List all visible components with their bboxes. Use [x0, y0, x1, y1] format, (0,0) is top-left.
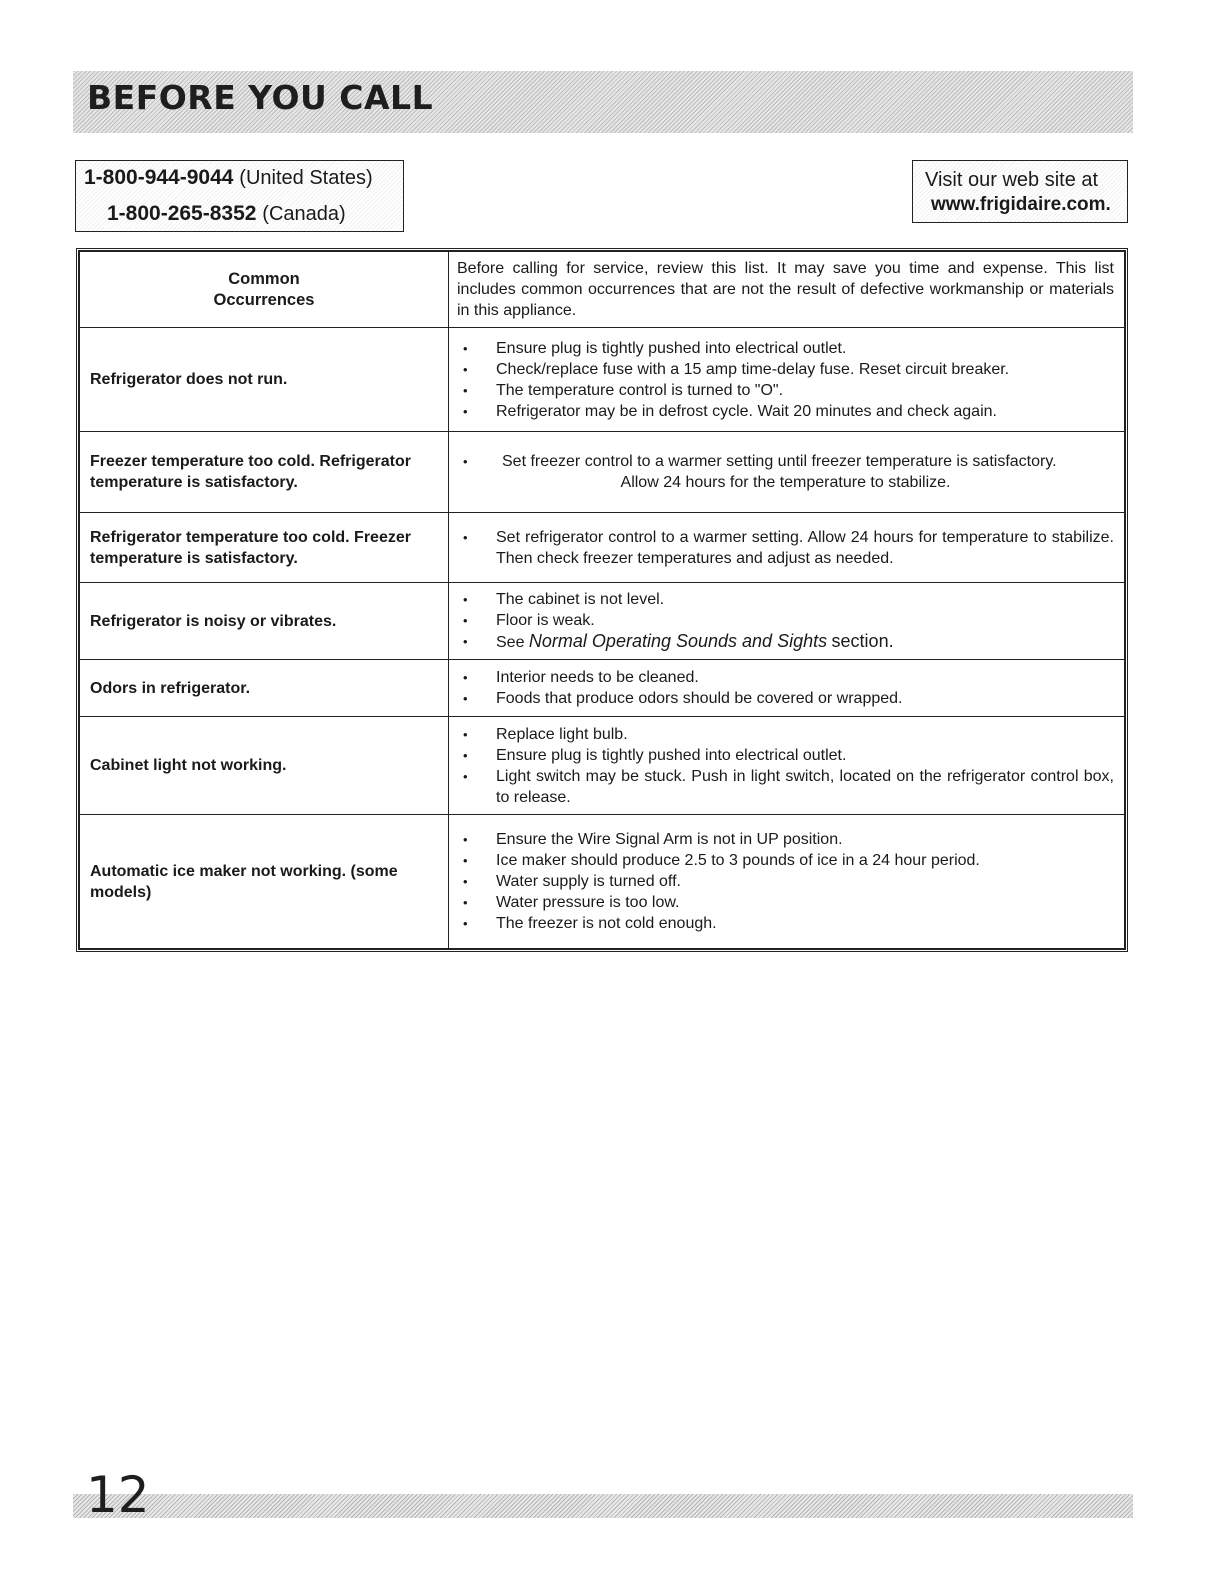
- see-reference: Normal Operating Sounds and Sights: [528, 631, 828, 651]
- list-item: • Refrigerator may be in defrost cycle. Wait 20 minutes and check again.: [457, 401, 1114, 422]
- website-url: www.frigidaire.com.: [931, 194, 1111, 215]
- list-item: • Set freezer control to a warmer setting until freezer temperature is satisfactory.: [457, 451, 1114, 472]
- solution-cell: [449, 717, 1125, 815]
- see-suffix: section.: [831, 631, 894, 651]
- header-left-line2: Occurrences: [213, 290, 315, 309]
- table-row: [80, 717, 1125, 815]
- canada-phone-line: [107, 202, 346, 226]
- header-right-cell: [449, 252, 1125, 328]
- footer-bar: [73, 1494, 1133, 1518]
- solution-cell: [449, 660, 1125, 717]
- table-row: [80, 432, 1125, 513]
- list-item: • Water pressure is too low.: [457, 892, 1114, 913]
- header-left-line1: Common: [228, 269, 300, 288]
- problem-cell: Automatic ice maker not working. (some models): [80, 815, 449, 949]
- problem-cell: Odors in refrigerator.: [80, 660, 449, 717]
- list-item: • Foods that produce odors should be covered or wrapped.: [457, 688, 1114, 709]
- list-item: • Water supply is turned off.: [457, 871, 1114, 892]
- table-row: [80, 583, 1125, 660]
- header-left-cell: [80, 252, 449, 328]
- list-item: • The temperature control is turned to "O".: [457, 380, 1114, 401]
- list-item: • Ensure plug is tightly pushed into electrical outlet.: [457, 745, 1114, 766]
- table-row: [80, 815, 1125, 949]
- problem-cell: Refrigerator does not run.: [80, 328, 449, 432]
- phone-contact-box: [75, 160, 404, 232]
- solution-cell: [449, 328, 1125, 432]
- us-phone-label: (United States): [239, 167, 373, 189]
- website-prefix: Visit our web site at: [925, 169, 1099, 191]
- list-item: • Interior needs to be cleaned.: [457, 667, 1114, 688]
- header-banner: [73, 71, 1133, 133]
- solution-cell: [449, 815, 1125, 949]
- problem-cell: Cabinet light not working.: [80, 717, 449, 815]
- solution-cell: [449, 583, 1125, 660]
- list-item: • Ice maker should produce 2.5 to 3 pounds of ice in a 24 hour period.: [457, 850, 1114, 871]
- us-phone-line: [84, 166, 373, 190]
- table-row: [80, 513, 1125, 583]
- table-header-row: [80, 252, 1125, 328]
- page-number: 12: [86, 1466, 150, 1524]
- list-item: • Check/replace fuse with a 15 amp time-delay fuse. Reset circuit breaker.: [457, 359, 1114, 380]
- table-row: [80, 660, 1125, 717]
- canada-phone-number: 1-800-265-8352: [107, 202, 257, 225]
- intro-text: Before calling for service, review this list. It may save you time and expense. This list includes common occurrences that are not the result of defective workmanship or materials in this appliance.: [457, 260, 1114, 319]
- problem-cell: Freezer temperature too cold. Refrigerator temperature is satisfactory.: [80, 432, 449, 513]
- list-item: • Set refrigerator control to a warmer setting. Allow 24 hours for temperature to stabilize. Then check freezer temperatures and adjust as needed.: [457, 527, 1114, 569]
- table-row: [80, 328, 1125, 432]
- solution-cell: [449, 432, 1125, 513]
- solution-cell: [449, 513, 1125, 583]
- page-title: BEFORE YOU CALL: [87, 78, 434, 117]
- canada-phone-label: (Canada): [262, 203, 346, 225]
- list-item: • The freezer is not cold enough.: [457, 913, 1114, 934]
- see-prefix: See: [496, 634, 525, 651]
- problem-cell: Refrigerator temperature too cold. Freezer temperature is satisfactory.: [80, 513, 449, 583]
- us-phone-number: 1-800-944-9044: [84, 166, 234, 189]
- website-box: [912, 160, 1128, 223]
- list-item: • Light switch may be stuck. Push in light switch, located on the refrigerator control box, to release.: [457, 766, 1114, 808]
- list-item: • Replace light bulb.: [457, 724, 1114, 745]
- list-item: [457, 631, 1114, 653]
- list-item-subtext: Allow 24 hours for the temperature to stabilize.: [620, 474, 951, 491]
- list-item: • Floor is weak.: [457, 610, 1114, 631]
- troubleshooting-table: [76, 248, 1128, 952]
- list-item: • Ensure the Wire Signal Arm is not in UP position.: [457, 829, 1114, 850]
- list-item: • Ensure plug is tightly pushed into electrical outlet.: [457, 338, 1114, 359]
- list-item: • The cabinet is not level.: [457, 589, 1114, 610]
- problem-cell: Refrigerator is noisy or vibrates.: [80, 583, 449, 660]
